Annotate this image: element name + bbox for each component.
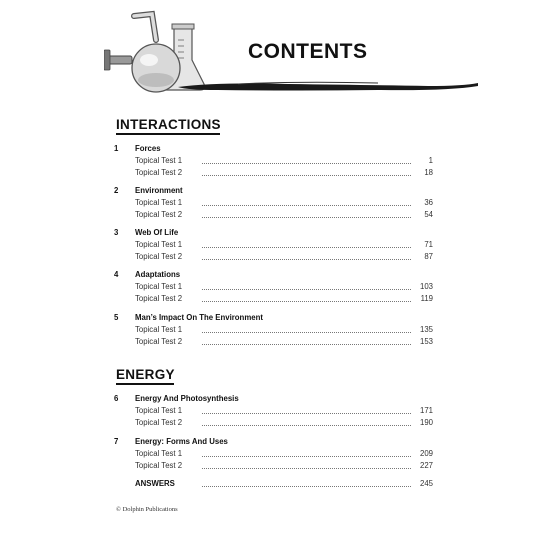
toc-entry[interactable]: [0, 418, 539, 429]
copyright-footer: © Dolphin Publications: [116, 506, 178, 513]
chapter-number: 4: [114, 270, 119, 279]
chapter-title: Energy: Forms And Uses: [135, 437, 228, 446]
toc-entry[interactable]: [0, 168, 539, 179]
dot-leader: [202, 217, 411, 218]
chapter-number: 6: [114, 394, 119, 403]
section-underline: [116, 383, 174, 385]
page-title: CONTENTS: [248, 40, 368, 63]
entry-page-number: 135: [419, 325, 433, 334]
chapter-title: Man’s Impact On The Environment: [135, 313, 263, 322]
dot-leader: [202, 289, 411, 290]
toc-entry[interactable]: [0, 282, 539, 293]
entry-page-number: 171: [419, 406, 433, 415]
chapter-number: 1: [114, 144, 119, 153]
toc-entry[interactable]: [0, 449, 539, 460]
entry-label: Topical Test 1: [135, 198, 183, 207]
dot-leader: [202, 425, 411, 426]
answers-label: ANSWERS: [135, 479, 175, 488]
entry-page-number: 103: [419, 282, 433, 291]
chapter-number: 2: [114, 186, 119, 195]
entry-page-number: 119: [420, 294, 433, 303]
toc-entry[interactable]: [0, 210, 539, 221]
entry-page-number: 227: [419, 461, 433, 470]
entry-page-number: 153: [419, 337, 433, 346]
toc-entry[interactable]: [0, 156, 539, 167]
chapter-title: Adaptations: [135, 270, 181, 279]
entry-page-number: 71: [424, 240, 433, 249]
entry-page-number: 1: [428, 156, 433, 165]
dot-leader: [202, 259, 411, 260]
entry-label: Topical Test 2: [135, 252, 183, 261]
entry-page-number: 36: [424, 198, 433, 207]
chapter-title: Environment: [135, 186, 183, 195]
section-underline: [116, 133, 220, 135]
entry-label: Topical Test 1: [135, 325, 183, 334]
entry-label: Topical Test 2: [135, 210, 183, 219]
section-heading-energy: ENERGY: [116, 367, 175, 382]
toc-entry[interactable]: [0, 337, 539, 348]
entry-page-number: 190: [419, 418, 433, 427]
entry-label: Topical Test 2: [135, 461, 183, 470]
entry-label: Topical Test 2: [135, 294, 183, 303]
entry-label: Topical Test 1: [135, 406, 183, 415]
dot-leader: [202, 468, 411, 469]
dot-leader: [202, 205, 411, 206]
toc-entry[interactable]: [0, 461, 539, 472]
chapter-title: Forces: [135, 144, 161, 153]
entry-page-number: 87: [424, 252, 433, 261]
chapter-title: Energy And Photosynthesis: [135, 394, 239, 403]
chapter-number: 5: [114, 313, 119, 322]
entry-page-number: 54: [424, 210, 433, 219]
toc-entry-answers[interactable]: [0, 479, 539, 490]
section-heading-interactions: INTERACTIONS: [116, 117, 221, 132]
entry-label: Topical Test 2: [135, 337, 183, 346]
chapter-title: Web Of Life: [135, 228, 179, 237]
dot-leader: [202, 247, 411, 248]
entry-page-number: 245: [419, 479, 433, 488]
toc-entry[interactable]: [0, 294, 539, 305]
entry-page-number: 18: [424, 168, 433, 177]
entry-label: Topical Test 1: [135, 449, 183, 458]
chapter-number: 3: [114, 228, 119, 237]
toc-entry[interactable]: [0, 252, 539, 263]
toc-entry[interactable]: [0, 198, 539, 209]
entry-label: Topical Test 2: [135, 168, 183, 177]
brush-stroke-divider: [178, 78, 478, 94]
dot-leader: [202, 344, 411, 345]
toc-entry[interactable]: [0, 325, 539, 336]
toc-entry[interactable]: [0, 406, 539, 417]
dot-leader: [202, 175, 411, 176]
entry-label: Topical Test 1: [135, 156, 183, 165]
chapter-number: 7: [114, 437, 119, 446]
dot-leader: [202, 301, 411, 302]
dot-leader: [202, 486, 411, 487]
entry-page-number: 209: [419, 449, 433, 458]
entry-label: Topical Test 1: [135, 240, 183, 249]
dot-leader: [202, 332, 411, 333]
entry-label: Topical Test 2: [135, 418, 183, 427]
toc-entry[interactable]: [0, 240, 539, 251]
dot-leader: [202, 163, 411, 164]
entry-label: Topical Test 1: [135, 282, 183, 291]
dot-leader: [202, 413, 411, 414]
dot-leader: [202, 456, 411, 457]
